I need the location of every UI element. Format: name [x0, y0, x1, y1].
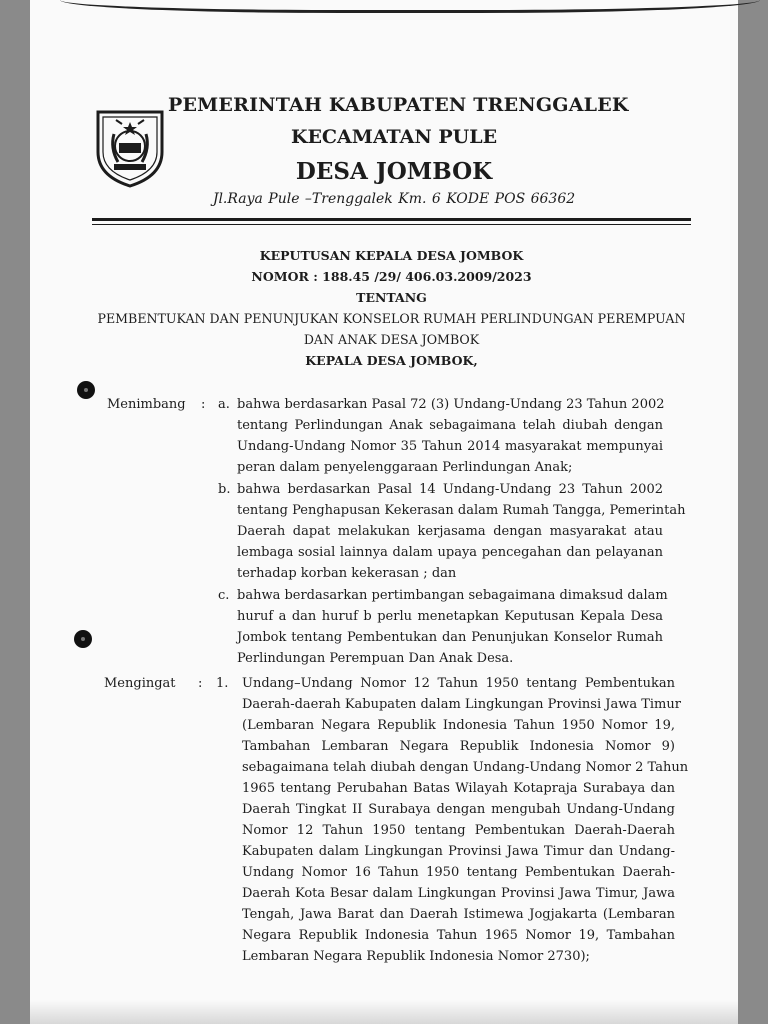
mengingat-item-line: Undang–Undang Nomor 12 Tahun 1950 tentang Pembentukan	[242, 676, 675, 691]
mengingat-item-line: Tengah, Jawa Barat dan Daerah Istimewa Jogjakarta (Lembaran	[242, 907, 675, 922]
decision-title: KEPUTUSAN KEPALA DESA JOMBOK	[259, 248, 524, 263]
decision-number: NOMOR : 188.45 /29/ 406.03.2009/2023	[251, 269, 532, 284]
menimbang-item-line: lembaga sosial lainnya dalam upaya pencegahan dan pelayanan	[237, 545, 663, 560]
decision-subject-line2: DAN ANAK DESA JOMBOK	[303, 332, 480, 347]
mengingat-item-line: Nomor 12 Tahun 1950 tentang Pembentukan Daerah-Daerah	[242, 823, 675, 838]
mengingat-item-line: sebagaimana telah diubah dengan Undang-Undang Nomor 2 Tahun	[242, 760, 689, 775]
menimbang-item-line: tentang Perlindungan Anak sebagaimana telah diubah dengan	[237, 418, 663, 433]
decision-about: TENTANG	[356, 290, 427, 305]
menimbang-item-marker: c.	[218, 588, 230, 603]
letterhead-address: Jl.Raya Pule –Trenggalek Km. 6 KODE POS 66362	[212, 191, 576, 207]
mengingat-item-line: Daerah-daerah Kabupaten dalam Lingkungan Provinsi Jawa Timur	[242, 697, 681, 712]
menimbang-item-marker: a.	[218, 397, 230, 412]
menimbang-item-line: Daerah dapat melakukan kerjasama dengan masyarakat atau	[237, 524, 663, 539]
menimbang-label: Menimbang	[107, 397, 186, 412]
mengingat-colon: :	[198, 676, 203, 691]
decision-subject-line1: PEMBENTUKAN DAN PENUNJUKAN KONSELOR RUMAH PERLINDUNGAN PEREMPUAN	[97, 311, 686, 326]
letterhead-government: PEMERINTAH KABUPATEN TRENGGALEK	[168, 94, 629, 116]
mengingat-item-line: Lembaran Negara Republik Indonesia Nomor 2730);	[242, 949, 590, 964]
letterhead-village: DESA JOMBOK	[295, 158, 493, 185]
menimbang-item-line: terhadap korban kekerasan ; dan	[237, 566, 457, 581]
mengingat-item-line: (Lembaran Negara Republik Indonesia Tahun 1950 Nomor 19,	[242, 718, 675, 733]
menimbang-item-marker: b.	[218, 482, 231, 497]
page-bottom-shade	[30, 1000, 738, 1024]
punch-hole	[77, 381, 95, 399]
menimbang-item-line: bahwa berdasarkan Pasal 72 (3) Undang-Undang 23 Tahun 2002	[237, 397, 665, 412]
mengingat-item-line: Daerah Tingkat II Surabaya dengan mengubah Undang-Undang	[242, 802, 675, 817]
mengingat-item-line: 1965 tentang Perubahan Batas Wilayah Kotapraja Surabaya dan	[242, 781, 675, 796]
menimbang-item-line: tentang Penghapusan Kekerasan dalam Rumah Tangga, Pemerintah	[237, 503, 686, 518]
menimbang-item-line: Perlindungan Perempuan Dan Anak Desa.	[237, 651, 514, 666]
menimbang-item-line: bahwa berdasarkan pertimbangan sebagaimana dimaksud dalam	[237, 588, 668, 603]
decision-issuer: KEPALA DESA JOMBOK,	[305, 353, 478, 368]
menimbang-colon: :	[201, 397, 206, 412]
mengingat-item-line: Daerah Kota Besar dalam Lingkungan Provinsi Jawa Timur, Jawa	[242, 886, 675, 901]
menimbang-item-line: peran dalam penyelenggaraan Perlindungan Anak;	[237, 460, 573, 475]
letterhead-rule-thin	[92, 224, 691, 225]
letterhead-rule-thick	[92, 218, 691, 221]
mengingat-item-line: Negara Republik Indonesia Tahun 1965 Nomor 19, Tambahan	[242, 928, 675, 943]
regency-emblem-icon	[92, 106, 168, 188]
menimbang-item-line: huruf a dan huruf b perlu menetapkan Keputusan Kepala Desa	[237, 609, 663, 624]
menimbang-item-line: Undang-Undang Nomor 35 Tahun 2014 masyarakat mempunyai	[237, 439, 663, 454]
menimbang-item-line: bahwa berdasarkan Pasal 14 Undang-Undang 23 Tahun 2002	[237, 482, 663, 497]
letterhead-district: KECAMATAN PULE	[290, 126, 498, 148]
menimbang-item-line: Jombok tentang Pembentukan dan Penunjukan Konselor Rumah	[237, 630, 663, 645]
mengingat-item-line: Undang Nomor 16 Tahun 1950 tentang Pembentukan Daerah-	[242, 865, 675, 880]
punch-hole	[74, 630, 92, 648]
mengingat-item-marker: 1.	[216, 676, 229, 691]
mengingat-label: Mengingat	[104, 676, 176, 691]
mengingat-item-line: Kabupaten dalam Lingkungan Provinsi Jawa Timur dan Undang-	[242, 844, 675, 859]
mengingat-item-line: Tambahan Lembaran Negara Republik Indonesia Nomor 9)	[242, 739, 675, 754]
